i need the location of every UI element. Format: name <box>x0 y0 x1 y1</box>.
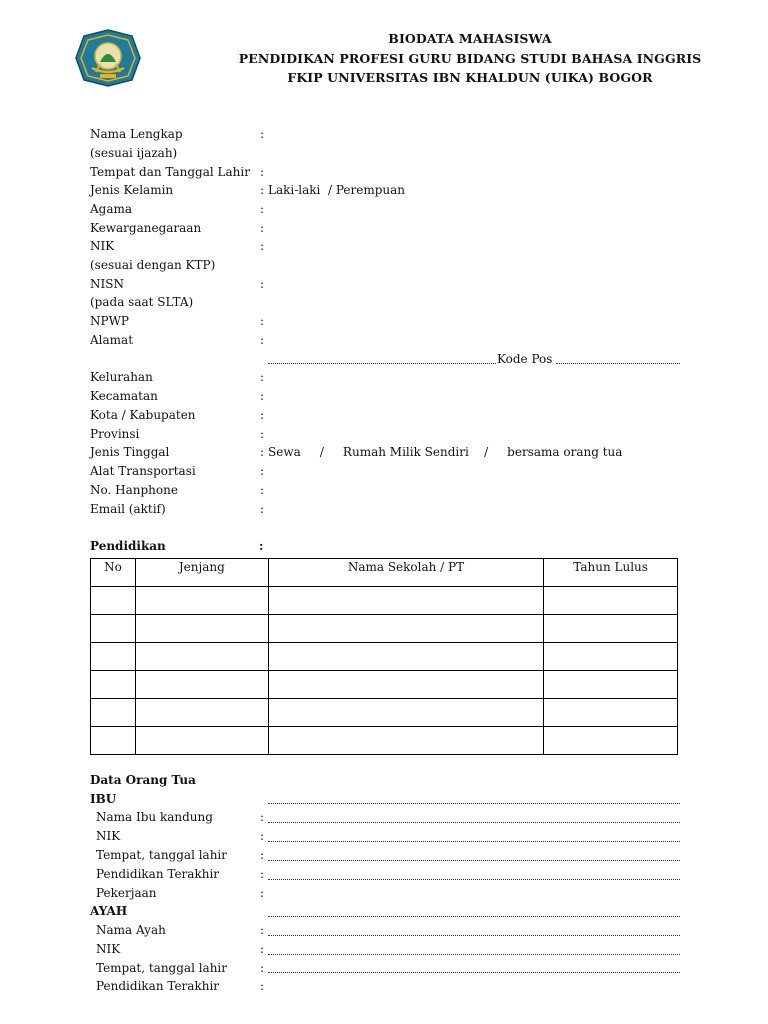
field-options[interactable]: Laki-laki / Perempuan <box>268 183 406 197</box>
document-title: BIODATA MAHASISWA <box>388 31 552 46</box>
field-colon: : <box>260 408 265 422</box>
faculty-title: FKIP UNIVERSITAS IBN KHALDUN (UIKA) BOGOR <box>287 70 653 85</box>
table-cell[interactable] <box>91 615 136 643</box>
field-label: Kecamatan <box>90 389 158 403</box>
field-label: Tempat, tanggal lahir <box>96 848 228 862</box>
field-colon: : <box>260 333 265 347</box>
field-colon: : <box>260 314 265 328</box>
table-cell[interactable] <box>268 727 543 755</box>
field-label: Tempat dan Tanggal Lahir <box>90 165 250 179</box>
field-ibu-pekerjaan <box>96 884 680 902</box>
field-label: NIK <box>90 239 115 253</box>
table-cell[interactable] <box>268 671 543 699</box>
field-label: Kota / Kabupaten <box>90 408 196 422</box>
program-title: PENDIDIKAN PROFESI GURU BIDANG STUDI BAHASA INGGRIS <box>238 51 702 66</box>
field-npwp <box>90 312 680 330</box>
field-ayah-nik <box>96 940 680 958</box>
table-cell[interactable] <box>544 671 678 699</box>
field-label: Nama Ayah <box>96 923 166 937</box>
field-hanphone <box>90 481 680 499</box>
field-colon: : <box>260 886 265 900</box>
table-row <box>91 615 678 643</box>
field-label: NPWP <box>90 314 129 328</box>
field-ayah-ttl <box>96 959 680 977</box>
col-tahun-lulus-header: Tahun Lulus <box>544 559 678 587</box>
field-colon: : <box>260 848 265 862</box>
table-cell[interactable] <box>135 615 268 643</box>
field-label: Email (aktif) <box>90 502 166 516</box>
field-label: Kewarganegaraan <box>90 221 202 235</box>
field-email <box>90 500 680 518</box>
table-cell[interactable] <box>544 615 678 643</box>
field-jenis-tinggal <box>90 443 680 461</box>
table-cell[interactable] <box>91 587 136 615</box>
table-cell[interactable] <box>544 587 678 615</box>
col-nama-sekolah-header: Nama Sekolah / PT <box>268 559 543 587</box>
table-cell[interactable] <box>91 699 136 727</box>
ayah-heading: AYAH <box>90 904 128 918</box>
col-no-header: No <box>91 559 136 587</box>
field-colon: : <box>260 829 265 843</box>
field-ibu-ttl <box>96 846 680 864</box>
field-label: Nama Ibu kandung <box>96 810 213 824</box>
table-cell[interactable] <box>91 671 136 699</box>
field-label: Alamat <box>90 333 134 347</box>
field-label: Alat Transportasi <box>90 464 196 478</box>
field-sublabel: (pada saat SLTA) <box>90 295 194 309</box>
field-colon: : <box>260 445 265 459</box>
field-label: Nama Lengkap <box>90 127 183 141</box>
field-ayah-nama <box>96 921 680 939</box>
field-colon: : <box>260 942 265 956</box>
table-cell[interactable] <box>135 727 268 755</box>
field-ayah-pendidikan <box>96 977 680 995</box>
field-colon: : <box>260 370 265 384</box>
field-kewarganegaraan <box>90 219 680 237</box>
field-colon: : <box>260 183 265 197</box>
field-label: Agama <box>90 202 133 216</box>
field-options[interactable]: Sewa / Rumah Milik Sendiri / bersama orang tua <box>268 445 623 459</box>
field-ttl <box>90 163 680 181</box>
table-cell[interactable] <box>268 643 543 671</box>
table-cell[interactable] <box>91 643 136 671</box>
field-nama-lengkap <box>90 125 680 143</box>
table-cell[interactable] <box>544 727 678 755</box>
table-cell[interactable] <box>135 671 268 699</box>
field-nisn <box>90 275 680 293</box>
field-label: NISN <box>90 277 124 291</box>
field-provinsi <box>90 425 680 443</box>
field-colon: : <box>260 277 265 291</box>
table-cell[interactable] <box>135 643 268 671</box>
field-colon: : <box>260 427 265 441</box>
field-kode-pos[interactable] <box>268 350 680 368</box>
table-row <box>91 643 678 671</box>
field-colon: : <box>260 867 265 881</box>
field-colon: : <box>260 502 265 516</box>
ibu-heading: IBU <box>90 792 117 806</box>
kode-pos-label: Kode Pos <box>497 352 553 366</box>
field-label: Pekerjaan <box>96 886 157 900</box>
field-label: NIK <box>96 942 121 956</box>
col-jenjang-header: Jenjang <box>135 559 268 587</box>
field-label: NIK <box>96 829 121 843</box>
field-colon: : <box>260 923 265 937</box>
field-label: Provinsi <box>90 427 140 441</box>
field-label: Kelurahan <box>90 370 153 384</box>
field-colon: : <box>260 239 265 253</box>
field-colon: : <box>260 202 265 216</box>
table-cell[interactable] <box>135 699 268 727</box>
table-cell[interactable] <box>91 727 136 755</box>
table-row <box>91 727 678 755</box>
field-agama <box>90 200 680 218</box>
pendidikan-heading: Pendidikan <box>90 539 166 553</box>
field-colon: : <box>260 464 265 478</box>
table-cell[interactable] <box>135 587 268 615</box>
field-colon: : <box>260 483 265 497</box>
field-label: Jenis Kelamin <box>90 183 174 197</box>
field-colon: : <box>260 165 265 179</box>
orang-tua-heading: Data Orang Tua <box>90 773 196 787</box>
table-row <box>91 587 678 615</box>
field-kecamatan <box>90 387 680 405</box>
field-transportasi <box>90 462 680 480</box>
table-row <box>91 699 678 727</box>
pendidikan-colon: : <box>259 539 264 553</box>
table-header-row <box>91 559 678 587</box>
field-colon: : <box>260 961 265 975</box>
table-cell[interactable] <box>544 643 678 671</box>
field-kelurahan <box>90 368 680 386</box>
table-cell[interactable] <box>268 615 543 643</box>
field-label: Jenis Tinggal <box>90 445 170 459</box>
field-sublabel: (sesuai dengan KTP) <box>90 258 216 272</box>
field-colon: : <box>260 221 265 235</box>
field-label: Pendidikan Terakhir <box>96 979 220 993</box>
field-colon: : <box>260 389 265 403</box>
table-cell[interactable] <box>544 699 678 727</box>
education-table <box>90 558 678 755</box>
field-kota <box>90 406 680 424</box>
field-colon: : <box>260 810 265 824</box>
field-sublabel: (sesuai ijazah) <box>90 146 178 160</box>
field-label: Pendidikan Terakhir <box>96 867 220 881</box>
table-row <box>91 671 678 699</box>
field-label: No. Hanphone <box>90 483 178 497</box>
field-ibu-nik <box>96 827 680 845</box>
field-nik <box>90 237 680 255</box>
field-ibu-pendidikan <box>96 865 680 883</box>
field-colon: : <box>260 979 265 993</box>
field-jenis-kelamin <box>90 181 680 199</box>
field-label: Tempat, tanggal lahir <box>96 961 228 975</box>
field-ibu-nama <box>96 808 680 826</box>
field-alamat <box>90 331 680 349</box>
table-cell[interactable] <box>268 699 543 727</box>
table-cell[interactable] <box>268 587 543 615</box>
field-colon: : <box>260 127 265 141</box>
